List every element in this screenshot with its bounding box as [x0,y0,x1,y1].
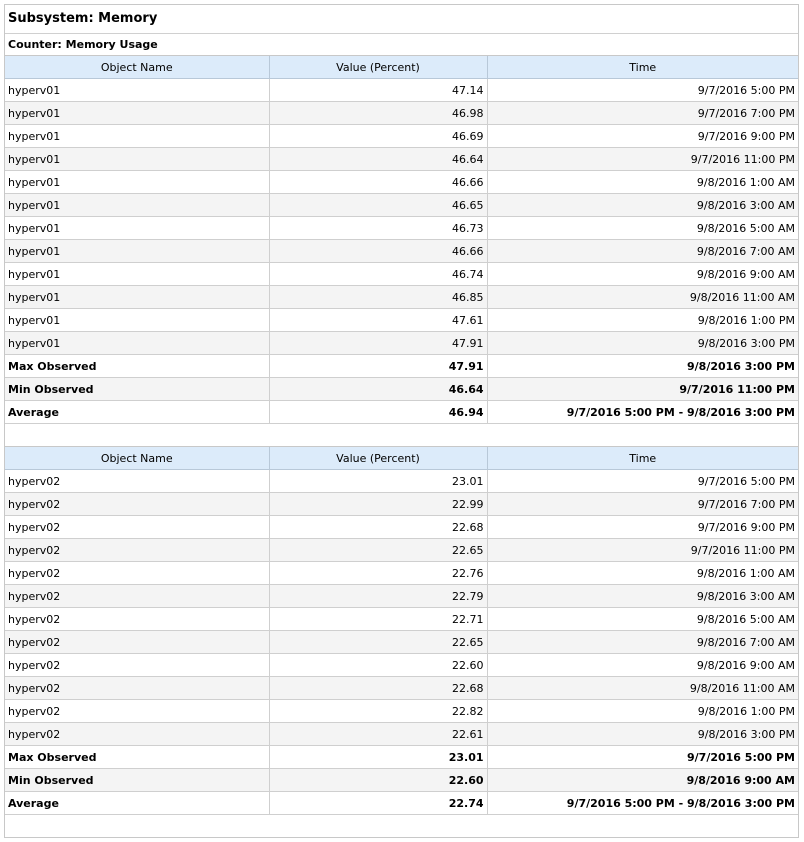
summary-cell-time: 9/7/2016 5:00 PM - 9/8/2016 3:00 PM [487,792,798,815]
cell-value: 47.14 [269,79,487,102]
cell-object-name: hyperv01 [5,102,269,125]
cell-value: 22.71 [269,608,487,631]
cell-time: 9/8/2016 9:00 AM [487,654,798,677]
summary-row [5,746,798,769]
cell-time: 9/8/2016 1:00 PM [487,309,798,332]
summary-cell-time: 9/8/2016 3:00 PM [487,355,798,378]
cell-value: 22.61 [269,723,487,746]
table-spacer [5,815,798,837]
column-header-value: Value (Percent) [269,447,487,470]
table-row [5,125,798,148]
cell-object-name: hyperv02 [5,677,269,700]
report-tables [5,56,798,837]
summary-row [5,769,798,792]
table-row [5,309,798,332]
cell-time: 9/7/2016 11:00 PM [487,539,798,562]
report-title: Subsystem: Memory [5,5,798,34]
cell-value: 22.82 [269,700,487,723]
cell-time: 9/8/2016 1:00 PM [487,700,798,723]
table-row [5,332,798,355]
column-header-object-name: Object Name [5,447,269,470]
cell-value: 46.64 [269,148,487,171]
summary-cell-time: 9/7/2016 5:00 PM - 9/8/2016 3:00 PM [487,401,798,424]
cell-time: 9/8/2016 9:00 AM [487,263,798,286]
cell-object-name: hyperv01 [5,332,269,355]
cell-object-name: hyperv01 [5,125,269,148]
cell-time: 9/8/2016 11:00 AM [487,677,798,700]
cell-time: 9/7/2016 7:00 PM [487,102,798,125]
column-header-time: Time [487,447,798,470]
cell-value: 46.65 [269,194,487,217]
table-row [5,700,798,723]
counter-label: Counter: Memory Usage [5,34,798,56]
cell-object-name: hyperv02 [5,470,269,493]
table-row [5,263,798,286]
summary-cell-object-name: Average [5,401,269,424]
cell-object-name: hyperv01 [5,286,269,309]
table-row [5,79,798,102]
table-row [5,585,798,608]
summary-cell-object-name: Min Observed [5,769,269,792]
cell-time: 9/8/2016 3:00 AM [487,194,798,217]
summary-cell-object-name: Average [5,792,269,815]
table-row [5,723,798,746]
cell-time: 9/8/2016 7:00 AM [487,631,798,654]
table-row [5,148,798,171]
cell-value: 46.66 [269,171,487,194]
table-row [5,539,798,562]
column-header-value: Value (Percent) [269,56,487,79]
cell-object-name: hyperv01 [5,148,269,171]
cell-object-name: hyperv02 [5,631,269,654]
cell-value: 22.65 [269,539,487,562]
summary-cell-value: 23.01 [269,746,487,769]
column-header-time: Time [487,56,798,79]
summary-cell-value: 47.91 [269,355,487,378]
cell-value: 22.79 [269,585,487,608]
cell-object-name: hyperv02 [5,654,269,677]
cell-value: 46.73 [269,217,487,240]
cell-time: 9/7/2016 5:00 PM [487,79,798,102]
summary-cell-value: 46.94 [269,401,487,424]
table-row [5,286,798,309]
cell-time: 9/8/2016 11:00 AM [487,286,798,309]
table-row [5,631,798,654]
cell-value: 46.74 [269,263,487,286]
cell-object-name: hyperv01 [5,194,269,217]
summary-row [5,792,798,815]
cell-time: 9/7/2016 11:00 PM [487,148,798,171]
summary-cell-time: 9/7/2016 5:00 PM [487,746,798,769]
cell-value: 22.60 [269,654,487,677]
cell-object-name: hyperv02 [5,539,269,562]
table-row [5,217,798,240]
cell-object-name: hyperv02 [5,700,269,723]
cell-time: 9/8/2016 1:00 AM [487,171,798,194]
cell-object-name: hyperv01 [5,309,269,332]
table-row [5,194,798,217]
table-row [5,654,798,677]
cell-time: 9/7/2016 9:00 PM [487,125,798,148]
table-row [5,493,798,516]
table-row [5,562,798,585]
cell-time: 9/8/2016 3:00 PM [487,723,798,746]
summary-cell-object-name: Max Observed [5,355,269,378]
cell-value: 46.85 [269,286,487,309]
table-row [5,171,798,194]
table-row [5,102,798,125]
cell-value: 22.68 [269,677,487,700]
cell-value: 22.76 [269,562,487,585]
column-header-object-name: Object Name [5,56,269,79]
cell-time: 9/8/2016 1:00 AM [487,562,798,585]
cell-object-name: hyperv01 [5,171,269,194]
cell-time: 9/8/2016 3:00 PM [487,332,798,355]
summary-cell-value: 46.64 [269,378,487,401]
summary-cell-object-name: Max Observed [5,746,269,769]
table-row [5,677,798,700]
cell-object-name: hyperv02 [5,562,269,585]
table-spacer [5,424,798,447]
summary-cell-time: 9/8/2016 9:00 AM [487,769,798,792]
cell-value: 23.01 [269,470,487,493]
table-row [5,240,798,263]
cell-object-name: hyperv01 [5,240,269,263]
summary-row [5,378,798,401]
cell-time: 9/8/2016 7:00 AM [487,240,798,263]
summary-cell-time: 9/7/2016 11:00 PM [487,378,798,401]
cell-value: 22.65 [269,631,487,654]
memory-report [4,4,799,838]
cell-value: 46.66 [269,240,487,263]
cell-object-name: hyperv02 [5,723,269,746]
cell-object-name: hyperv02 [5,585,269,608]
cell-object-name: hyperv02 [5,516,269,539]
summary-cell-object-name: Min Observed [5,378,269,401]
cell-value: 22.68 [269,516,487,539]
data-table [5,447,798,815]
summary-cell-value: 22.74 [269,792,487,815]
cell-time: 9/7/2016 7:00 PM [487,493,798,516]
cell-object-name: hyperv01 [5,79,269,102]
summary-cell-value: 22.60 [269,769,487,792]
cell-time: 9/8/2016 5:00 AM [487,608,798,631]
cell-value: 47.91 [269,332,487,355]
table-row [5,516,798,539]
cell-value: 47.61 [269,309,487,332]
cell-object-name: hyperv01 [5,263,269,286]
cell-time: 9/8/2016 5:00 AM [487,217,798,240]
table-row [5,608,798,631]
cell-value: 46.69 [269,125,487,148]
summary-row [5,401,798,424]
cell-object-name: hyperv02 [5,608,269,631]
table-header-row [5,447,798,470]
cell-value: 22.99 [269,493,487,516]
cell-time: 9/8/2016 3:00 AM [487,585,798,608]
cell-object-name: hyperv01 [5,217,269,240]
table-header-row [5,56,798,79]
cell-time: 9/7/2016 9:00 PM [487,516,798,539]
cell-time: 9/7/2016 5:00 PM [487,470,798,493]
table-row [5,470,798,493]
summary-row [5,355,798,378]
data-table [5,56,798,424]
cell-object-name: hyperv02 [5,493,269,516]
cell-value: 46.98 [269,102,487,125]
